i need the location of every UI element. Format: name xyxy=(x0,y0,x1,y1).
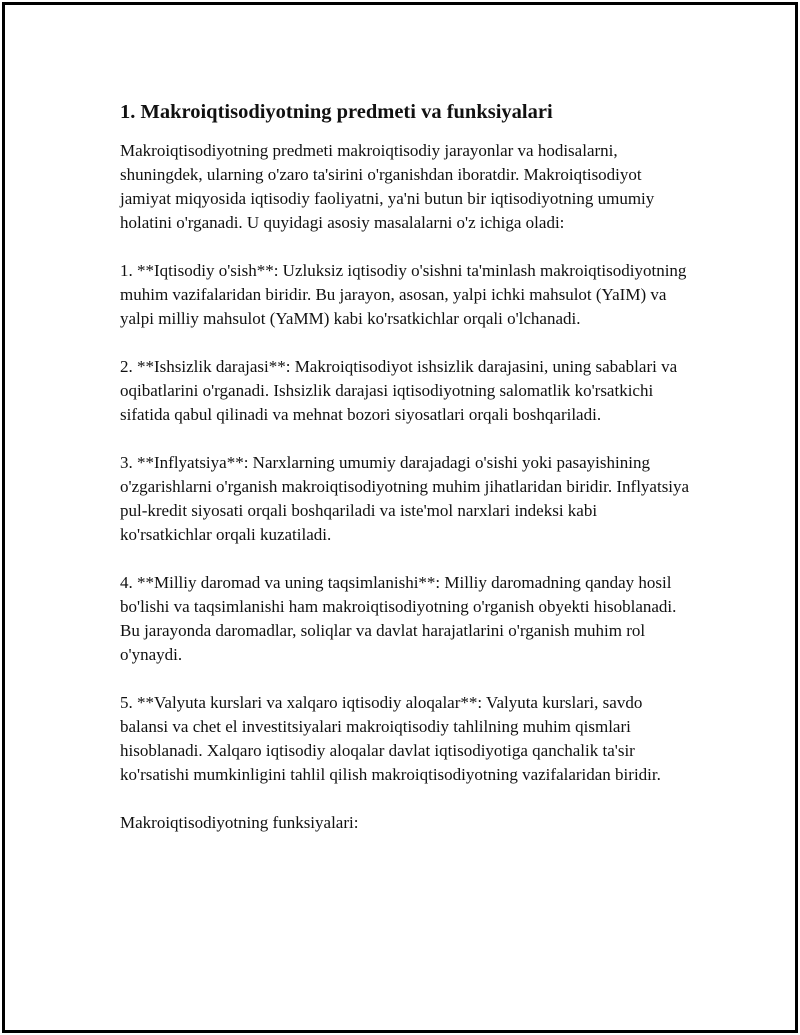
list-item-exchange-rates: 5. **Valyuta kurslari va xalqaro iqtisodiy aloqalar**: Valyuta kurslari, savdo balansi va chet el investitsiyalari makroiqtisodiy tahlilning muhim qismlari hisoblanadi. Xalqaro iqtisodiy aloqalar davlat iqtisodiyotiga qanchalik ta'sir ko'rsatishi mumkinligini tahlil qilish makroiqtisodiyotning vazifalaridan biridir. xyxy=(120,693,661,784)
list-item-inflation: 3. **Inflyatsiya**: Narxlarning umumiy darajadagi o'sishi yoki pasayishining o'zgarishlarni o'rganish makroiqtisodiyotning muhim jihatlaridan biridir. Inflyatsiya pul-kredit siyosati orqali boshqariladi va iste'mol narxlari indeksi kabi ko'rsatkichlar orqali kuzatiladi. xyxy=(120,453,690,544)
document-title: 1. Makroiqtisodiyotning predmeti va funksiyalari xyxy=(120,101,553,123)
closing-paragraph: Makroiqtisodiyotning funksiyalari: xyxy=(120,813,359,832)
list-item-national-income: 4. **Milliy daromad va uning taqsimlanishi**: Milliy daromadning qanday hosil bo'lishi va taqsimlanishi ham makroiqtisodiyotning o'rganish obyekti hisoblanadi. Bu jarayonda daromadlar, soliqlar va davlat harajatlarini o'rganish muhim rol o'ynaydi. xyxy=(120,573,677,664)
document-body xyxy=(120,97,690,835)
list-item-economic-growth: 1. **Iqtisodiy o'sish**: Uzluksiz iqtisodiy o'sishni ta'minlash makroiqtisodiyotning muhim vazifalaridan biridir. Bu jarayon, asosan, yalpi ichki mahsulot (YaIM) va yalpi milliy mahsulot (YaMM) kabi ko'rsatkichlar orqali o'lchanadi. xyxy=(120,261,687,328)
page-frame xyxy=(2,2,798,1033)
intro-paragraph: Makroiqtisodiyotning predmeti makroiqtisodiy jarayonlar va hodisalarni, shuningdek, ularning o'zaro ta'sirini o'rganishdan iboratdir. Makroiqtisodiyot jamiyat miqyosida iqtisodiy faoliyatni, ya'ni butun bir iqtisodiyotning umumiy holatini o'rganadi. U quyidagi asosiy masalalarni o'z ichiga oladi: xyxy=(120,141,655,232)
list-item-unemployment: 2. **Ishsizlik darajasi**: Makroiqtisodiyot ishsizlik darajasini, uning sabablari va oqibatlarini o'rganadi. Ishsizlik darajasi iqtisodiyotning salomatlik ko'rsatkichi sifatida qabul qilinadi va mehnat bozori siyosatlari orqali boshqariladi. xyxy=(120,357,678,424)
